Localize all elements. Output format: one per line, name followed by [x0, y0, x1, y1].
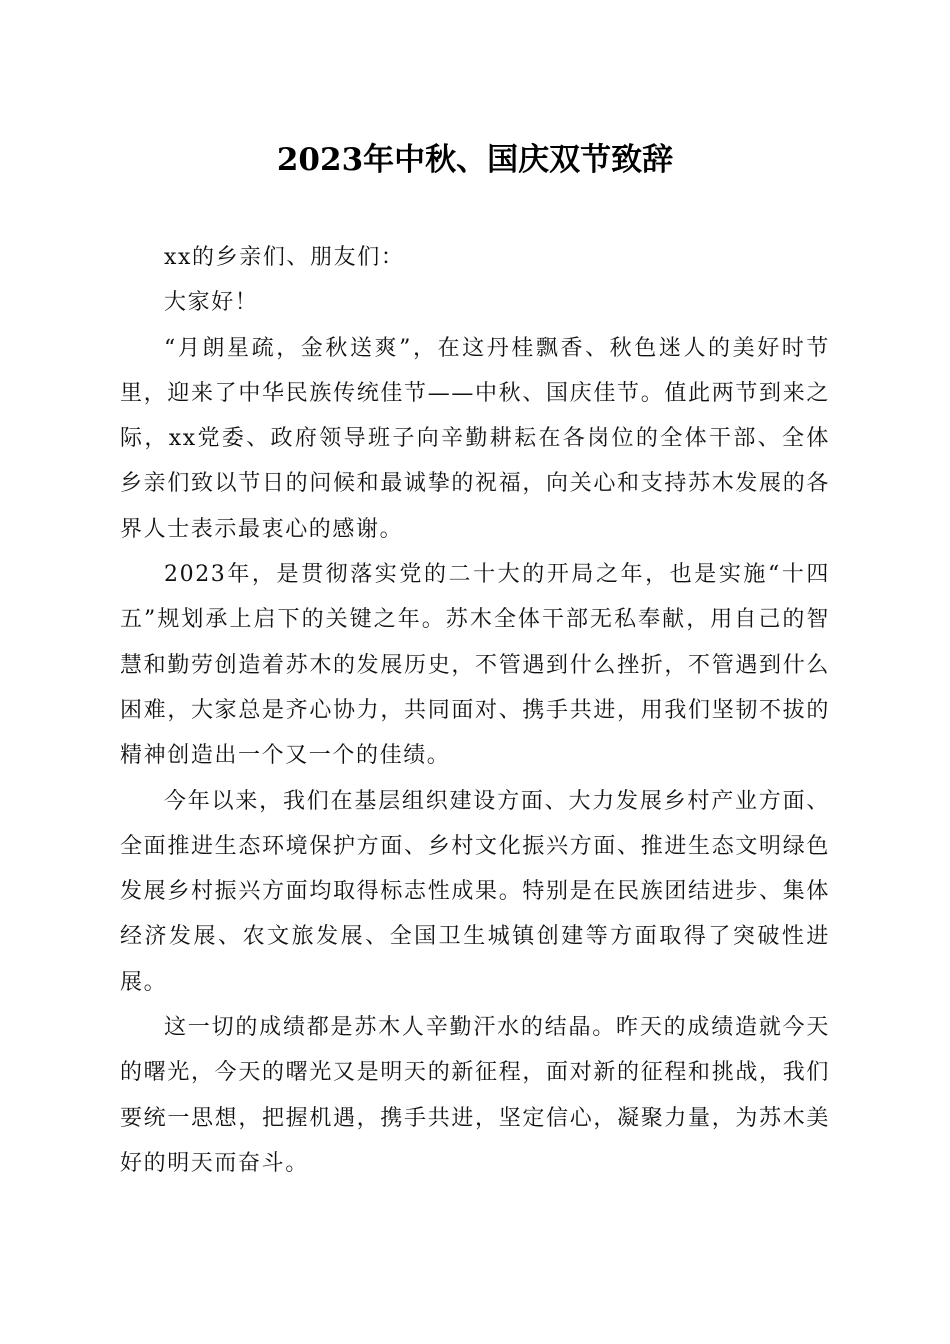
greeting-line: xx的乡亲们、朋友们：	[164, 245, 405, 270]
document-title: 2023年中秋、国庆双节致辞	[276, 142, 674, 178]
salutation-line: 大家好！	[164, 290, 259, 316]
paragraph: “月朗星疏，金秋送爽”，在这丹桂飘香、秋色迷人的美好时节里，迎来了中华民族传统佳节——中秋、国庆佳节。值此两节到来之际，xx党委、政府领导班子向辛勤耕耘在各岗位的全体干部、全体乡亲们致以节日的问候和最诚挚的祝福，向关心和支持苏木发展的各界人士表示最衷心的感谢。	[120, 335, 830, 542]
paragraph: 这一切的成绩都是苏木人辛勤汗水的结晶。昨天的成绩造就今天的曙光，今天的曙光又是明天的新征程，面对新的征程和挑战，我们要统一思想，把握机遇，携手共进，坚定信心，凝聚力量，为苏木美好的明天而奋斗。	[120, 1015, 830, 1176]
paragraph: 今年以来，我们在基层组织建设方面、大力发展乡村产业方面、全面推进生态环境保护方面、乡村文化振兴方面、推进生态文明绿色发展乡村振兴方面均取得标志性成果。特别是在民族团结进步、集体经济发展、农文旅发展、全国卫生城镇创建等方面取得了突破性进展。	[120, 788, 830, 995]
paragraph: 2023年，是贯彻落实党的二十大的开局之年，也是实施“十四五”规划承上启下的关键之年。苏木全体干部无私奉献，用自己的智慧和勤劳创造着苏木的发展历史，不管遇到什么挫折，不管遇到什么困难，大家总是齐心协力，共同面对、携手共进，用我们坚韧不拔的精神创造出一个又一个的佳绩。	[120, 562, 830, 769]
document-body	[120, 235, 830, 1186]
